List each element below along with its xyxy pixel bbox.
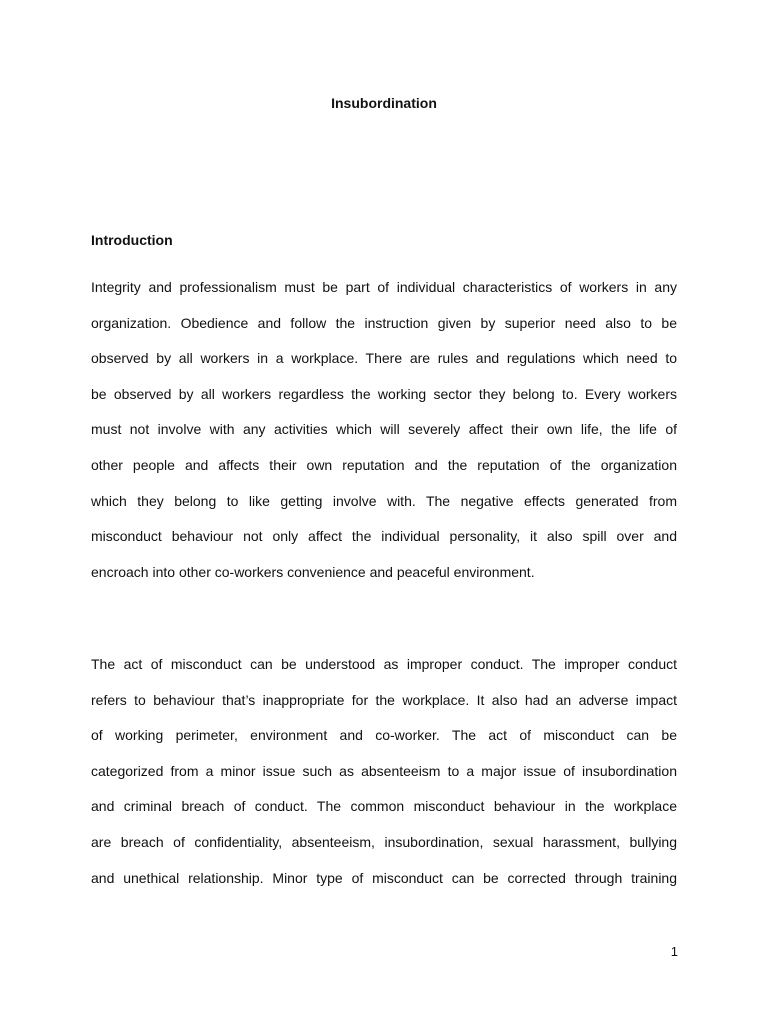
paragraph-line: encroach into other co-workers convenience and peaceful environment. — [91, 563, 535, 580]
paragraph-line: refers to behaviour that’s inappropriate for the workplace. It also had an adverse impact — [91, 691, 677, 708]
paragraph-line: of working perimeter, environment and co-worker. The act of misconduct can be — [91, 727, 677, 744]
paragraph-introduction — [91, 278, 677, 598]
paragraph-line: and criminal breach of conduct. The common misconduct behaviour in the workplace — [91, 798, 677, 815]
paragraph-line: be observed by all workers regardless the working sector they belong to. Every workers — [91, 385, 677, 402]
paragraph-line: categorized from a minor issue such as absenteeism to a major issue of insubordination — [91, 762, 677, 779]
paragraph-line: misconduct behaviour not only affect the individual personality, it also spill over and — [91, 528, 677, 545]
paragraph-line: observed by all workers in a workplace. There are rules and regulations which need to — [91, 350, 677, 367]
paragraph-line: and unethical relationship. Minor type of misconduct can be corrected through training — [91, 869, 677, 886]
paragraph-line: must not involve with any activities which will severely affect their own life, the life of — [91, 421, 677, 438]
paragraph-line: are breach of confidentiality, absenteeism, insubordination, sexual harassment, bullying — [91, 833, 677, 850]
paragraph-misconduct — [91, 655, 677, 904]
paragraph-line: The act of misconduct can be understood as improper conduct. The improper conduct — [91, 656, 677, 672]
paragraph-line: organization. Obedience and follow the instruction given by superior need also to be — [91, 314, 677, 331]
paragraph-line: which they belong to like getting involve with. The negative effects generated from — [91, 492, 677, 509]
paragraph-line: other people and affects their own reputation and the reputation of the organization — [91, 456, 677, 473]
page-number: 1 — [670, 944, 678, 959]
document-title: Insubordination — [331, 95, 437, 111]
paragraph-line: Integrity and professionalism must be part of individual characteristics of workers in any — [91, 279, 677, 295]
section-heading: Introduction — [91, 232, 173, 248]
